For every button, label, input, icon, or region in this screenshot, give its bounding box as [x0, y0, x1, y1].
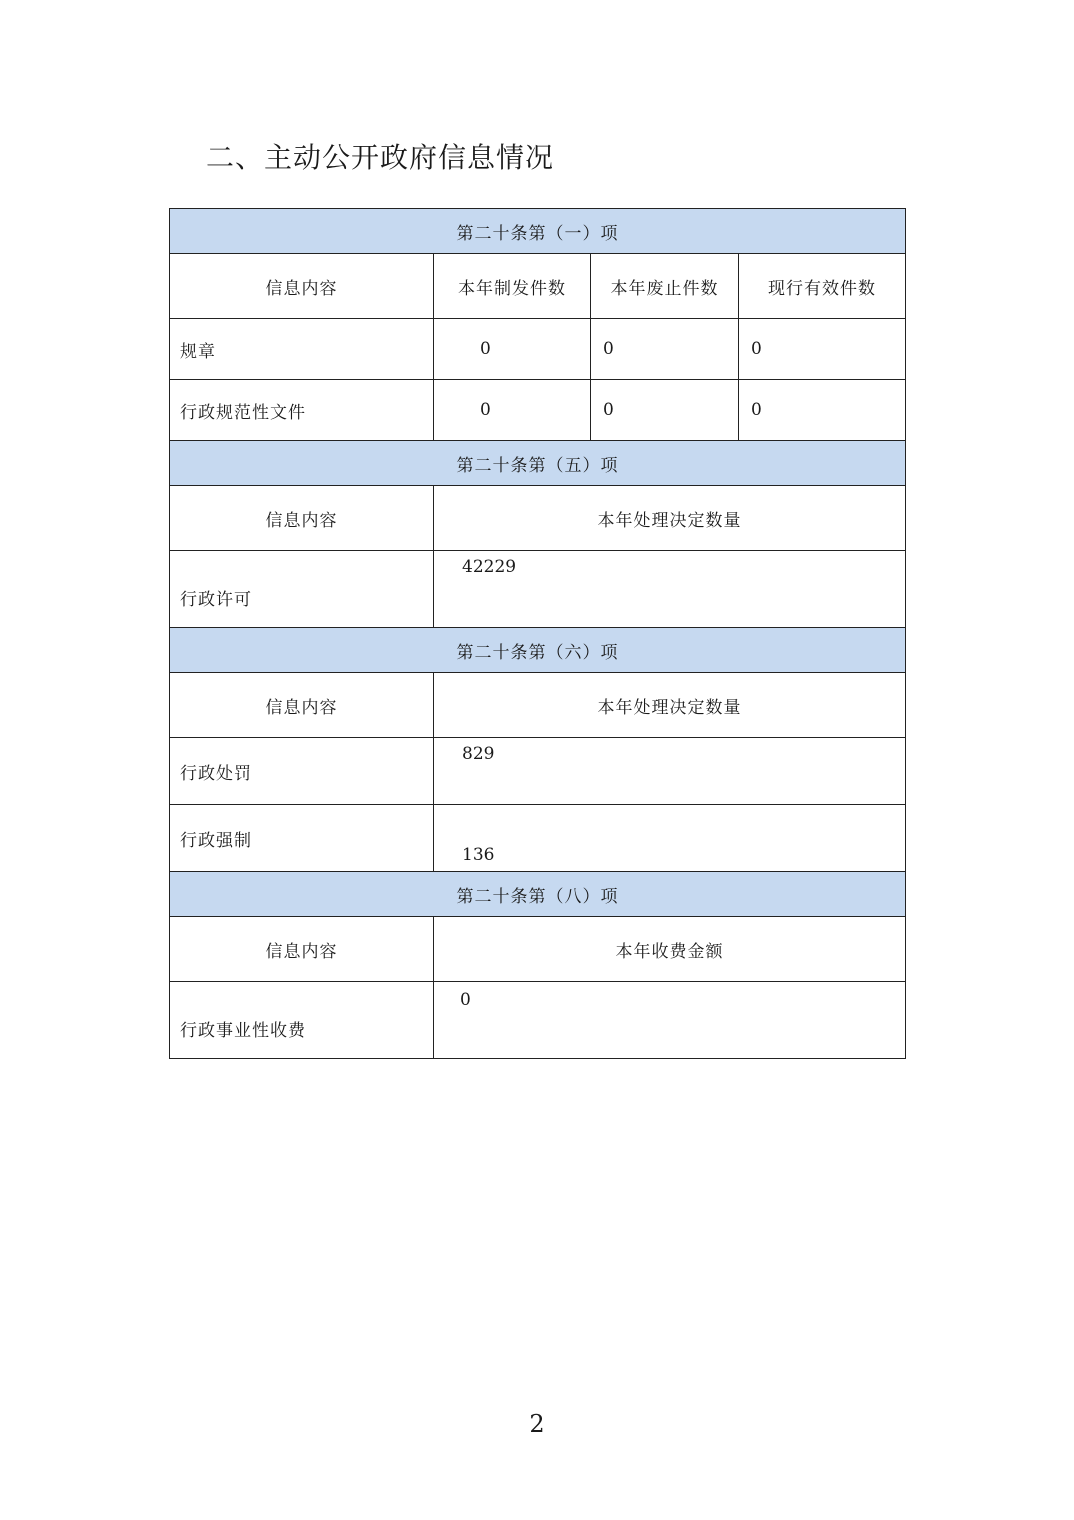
column-header-decision-count: 本年处理决定数量 — [434, 486, 906, 551]
column-header-info-content: 信息内容 — [170, 254, 434, 319]
page-number: 2 — [529, 1410, 545, 1438]
section-6-column-headers — [170, 673, 906, 738]
decision-count-value: 42229 — [434, 551, 906, 628]
page-heading: 二、主动公开政府信息情况 — [206, 141, 555, 174]
table-row — [170, 380, 906, 441]
column-header-valid-count: 现行有效件数 — [739, 254, 906, 319]
valid-count-value: 0 — [739, 380, 906, 441]
decision-count-value: 136 — [434, 805, 906, 872]
section-1-header-row — [170, 209, 906, 254]
issued-count-value: 0 — [434, 319, 591, 380]
row-label-administrative-license: 行政许可 — [170, 551, 434, 628]
column-header-issued-count: 本年制发件数 — [434, 254, 591, 319]
section-5-column-headers — [170, 486, 906, 551]
table-row — [170, 551, 906, 628]
column-header-abolished-count: 本年废止件数 — [591, 254, 739, 319]
section-5-title: 第二十条第（五）项 — [170, 441, 906, 486]
section-8-column-headers — [170, 917, 906, 982]
table-row — [170, 738, 906, 805]
row-label-administrative-penalty: 行政处罚 — [170, 738, 434, 805]
section-8-header-row — [170, 872, 906, 917]
section-1-column-headers — [170, 254, 906, 319]
section-1-title: 第二十条第（一）项 — [170, 209, 906, 254]
table-row — [170, 982, 906, 1059]
section-8-title: 第二十条第（八）项 — [170, 872, 906, 917]
fee-amount-value: 0 — [434, 982, 906, 1059]
section-6-title: 第二十条第（六）项 — [170, 628, 906, 673]
column-header-info-content: 信息内容 — [170, 917, 434, 982]
section-5-header-row — [170, 441, 906, 486]
row-label-regulations: 规章 — [170, 319, 434, 380]
row-label-administrative-enforcement: 行政强制 — [170, 805, 434, 872]
valid-count-value: 0 — [739, 319, 906, 380]
table-row — [170, 319, 906, 380]
column-header-info-content: 信息内容 — [170, 673, 434, 738]
column-header-decision-count: 本年处理决定数量 — [434, 673, 906, 738]
row-label-normative-documents: 行政规范性文件 — [170, 380, 434, 441]
disclosure-table — [169, 208, 906, 1059]
abolished-count-value: 0 — [591, 380, 739, 441]
decision-count-value: 829 — [434, 738, 906, 805]
section-6-header-row — [170, 628, 906, 673]
row-label-administrative-fees: 行政事业性收费 — [170, 982, 434, 1059]
abolished-count-value: 0 — [591, 319, 739, 380]
table-row — [170, 805, 906, 872]
issued-count-value: 0 — [434, 380, 591, 441]
column-header-fee-amount: 本年收费金额 — [434, 917, 906, 982]
column-header-info-content: 信息内容 — [170, 486, 434, 551]
